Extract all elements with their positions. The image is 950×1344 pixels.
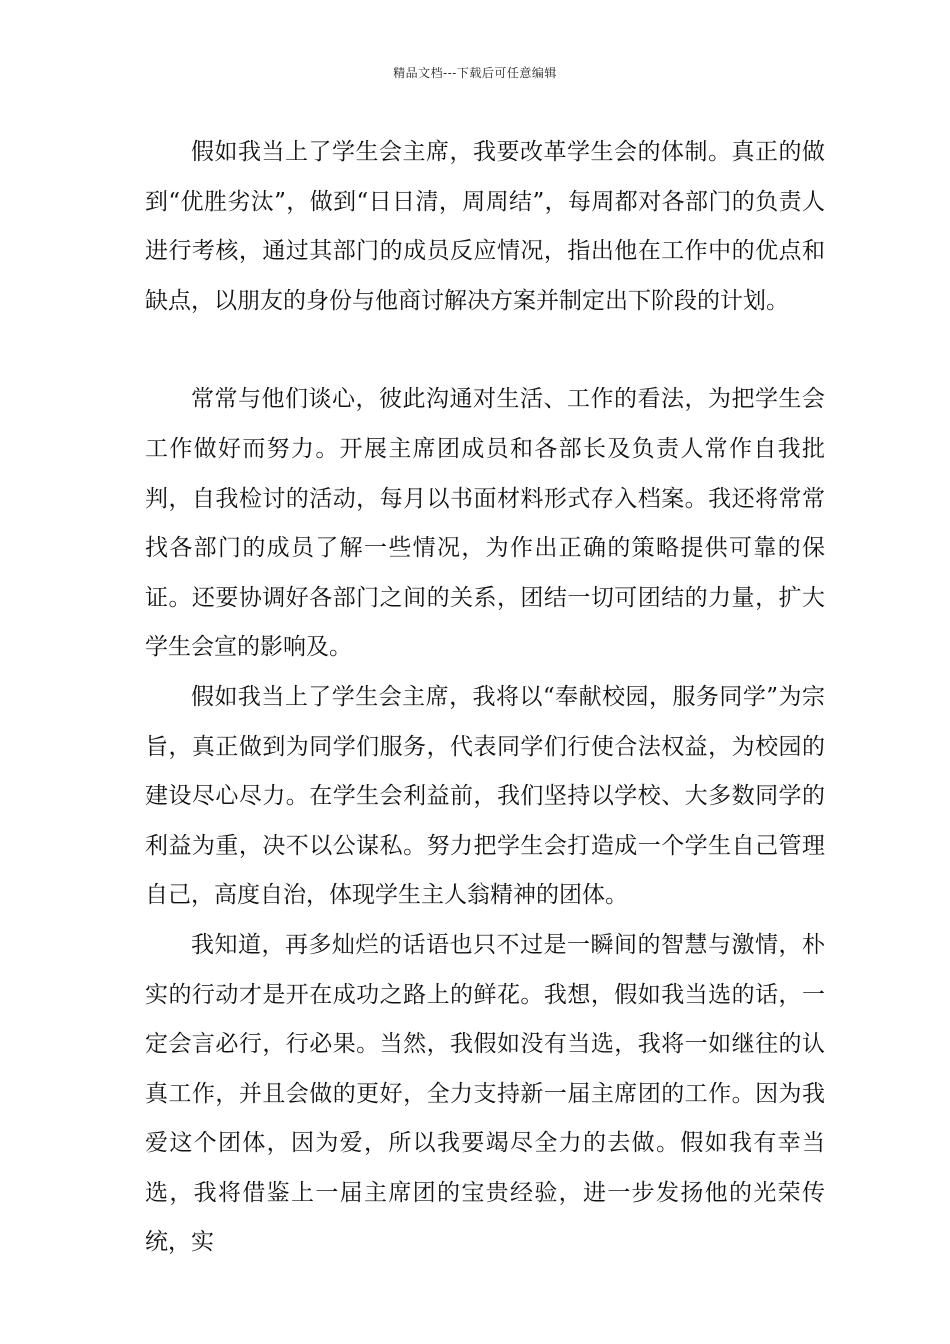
paragraph-2: 常常与他们谈心，彼此沟通对生活、工作的看法，为把学生会工作做好而努力。开展主席团成员和各部长及负责人常作自我批判，自我检讨的活动，每月以书面材料形式存入档案。我还将常常找各部门的成员了解一些情况，为作出正确的策略提供可靠的保证。还要协调好各部门之间的关系，团结一切可团结的力量，扩大学生会宣的影响及。 <box>145 386 825 661</box>
paragraph-4: 我知道，再多灿烂的话语也只不过是一瞬间的智慧与激情，朴实的行动才是开在成功之路上的鲜花。我想，假如我当选的话，一定会言必行，行必果。当然，我假如没有当选，我将一如继往的认真工作，并且会做的更好，全力支持新一届主席团的工作。因为我爱这个团体，因为爱，所以我要竭尽全力的去做。假如我有幸当选，我将借鉴上一届主席团的宝贵经验，进一步发扬他的光荣传统，实 <box>145 931 825 1256</box>
paragraph-1: 假如我当上了学生会主席，我要改革学生会的体制。真正的做到“优胜劣汰”，做到“日日清，周周结”，每周都对各部门的负责人进行考核，通过其部门的成员反应情况，指出他在工作中的优点和缺点，以朋友的身份与他商讨解决方案并制定出下阶段的计划。 <box>145 139 825 314</box>
document-body <box>145 128 825 1268</box>
paragraph-3: 假如我当上了学生会主席，我将以“奉献校园，服务同学”为宗旨，真正做到为同学们服务，代表同学们行使合法权益，为校园的建设尽心尽力。在学生会利益前，我们坚持以学校、大多数同学的利益为重，决不以公谋私。努力把学生会打造成一个学生自己管理自己，高度自治，体现学生主人翁精神的团体。 <box>145 683 825 909</box>
page-header: 精品文档---下载后可任意编辑 <box>393 66 557 80</box>
paragraph-gap <box>145 326 825 375</box>
